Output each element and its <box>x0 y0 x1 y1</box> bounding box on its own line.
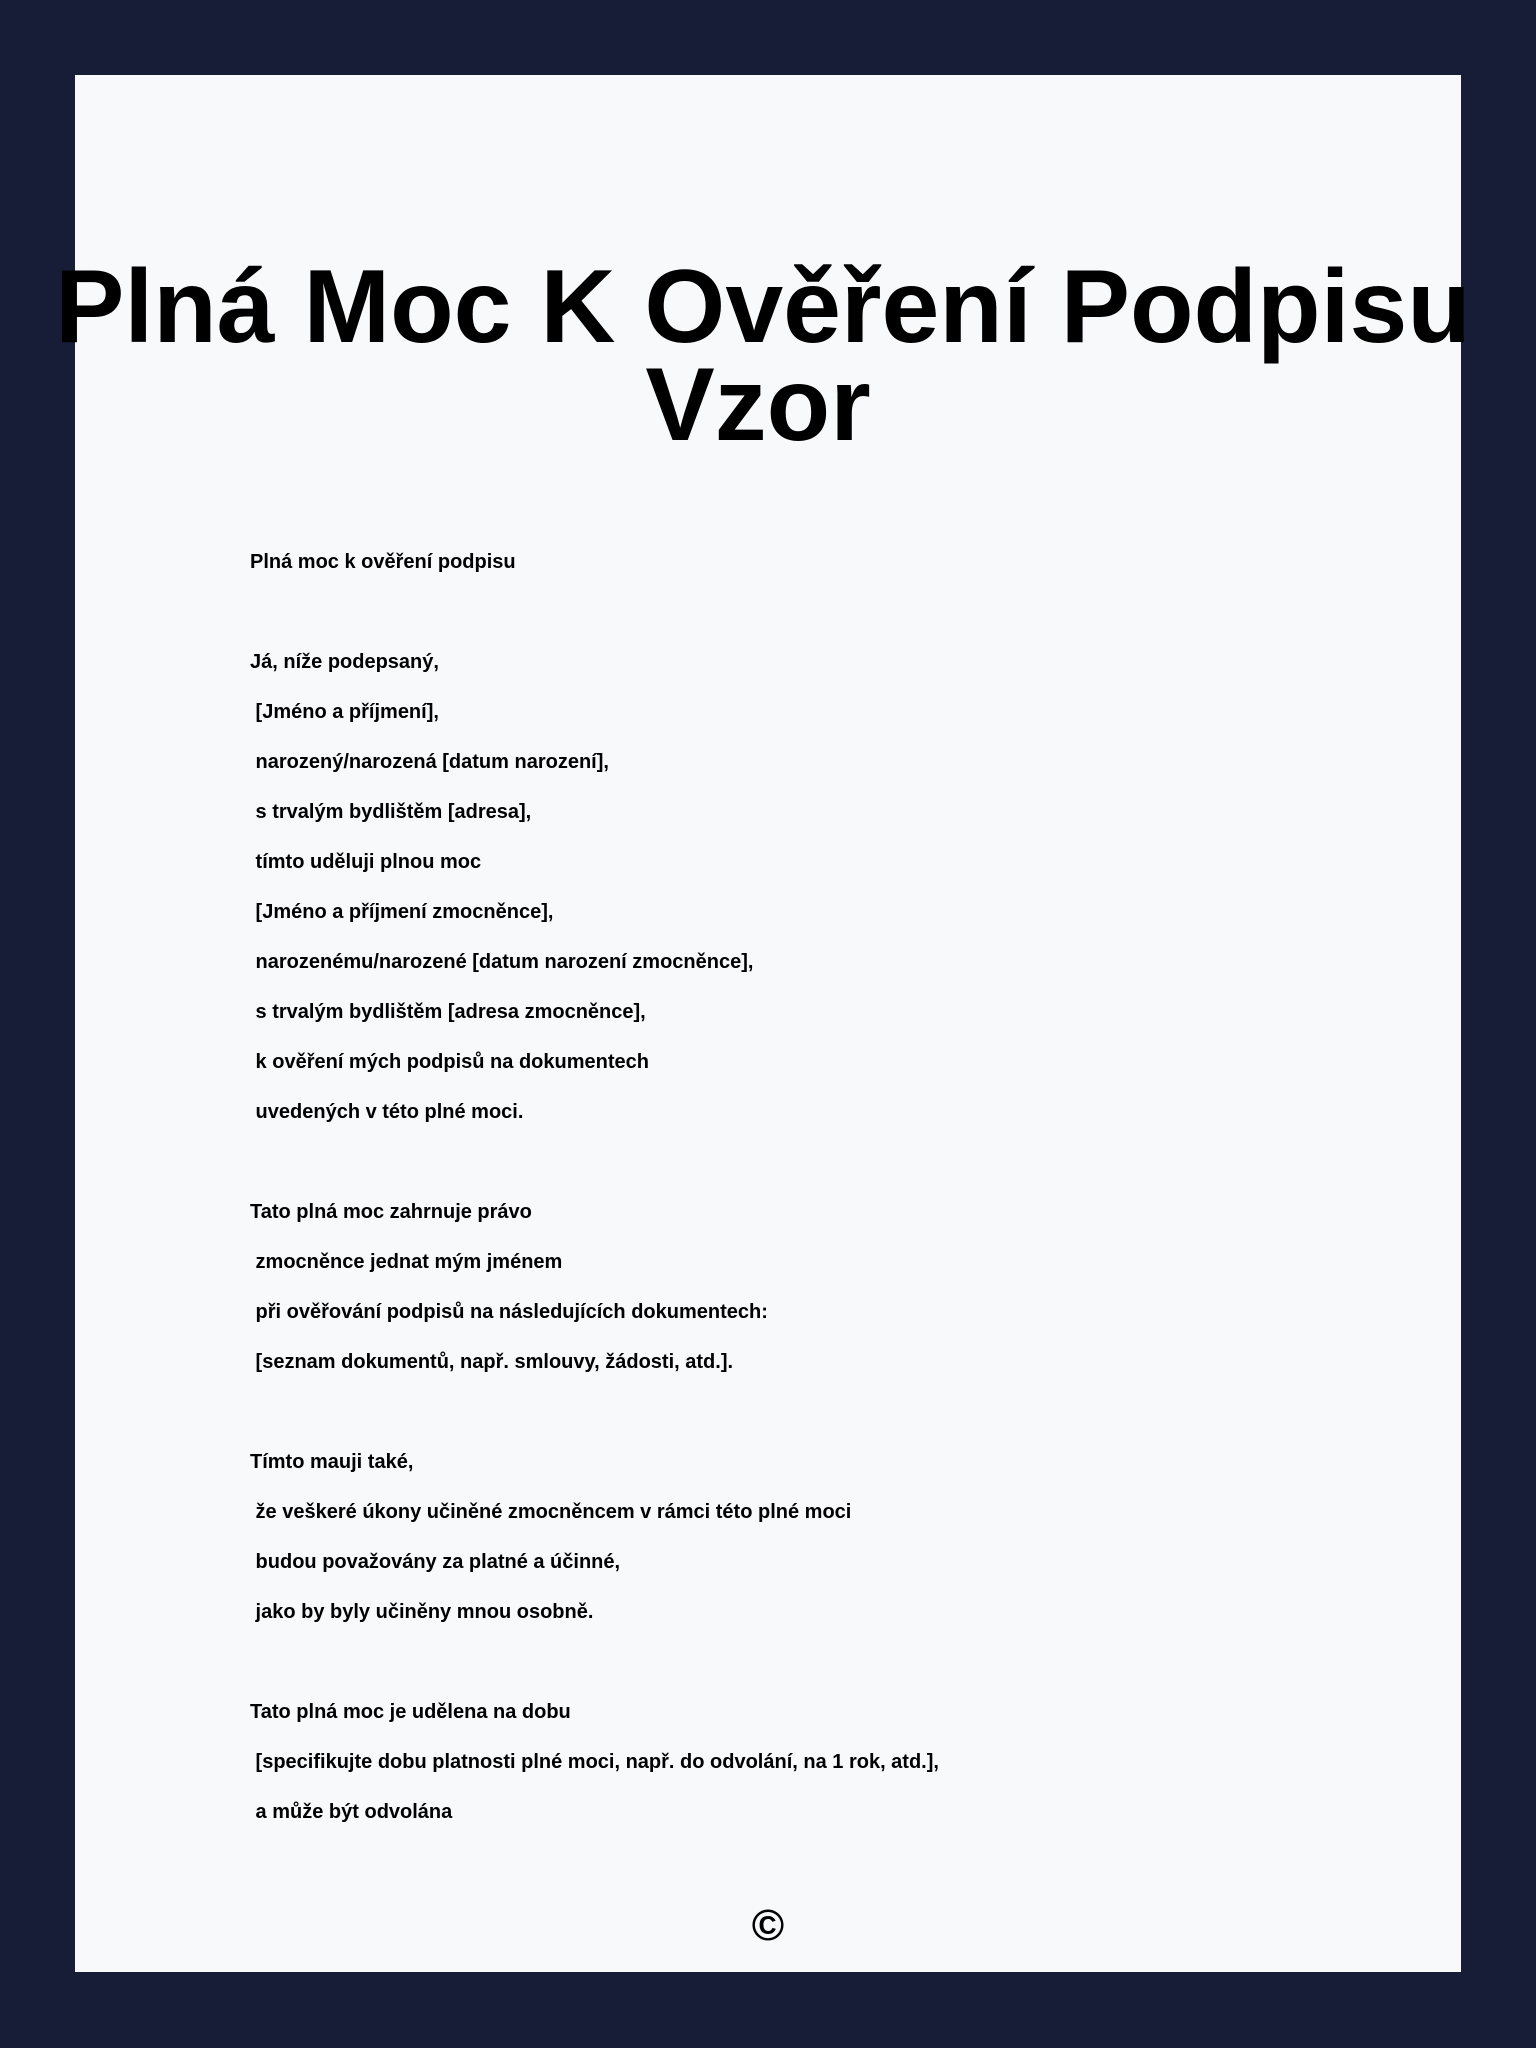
text-line: [Jméno a příjmení zmocněnce], <box>250 901 554 923</box>
text-line: Já, níže podepsaný, <box>250 651 439 673</box>
text-line: jako by byly učiněny mnou osobně. <box>250 1601 594 1623</box>
text-line: [specifikujte dobu platnosti plné moci, např. do odvolání, na 1 rok, atd.], <box>250 1751 939 1773</box>
document-body <box>250 537 939 1837</box>
text-line: budou považovány za platné a účinné, <box>250 1551 621 1573</box>
page-title <box>55 249 1471 463</box>
text-line: že veškeré úkony učiněné zmocněncem v rámci této plné moci <box>250 1501 852 1523</box>
title-line-1: Plná Moc K Ověření Podpisu <box>55 249 1471 365</box>
title-line-2: Vzor <box>645 347 871 463</box>
text-line: [Jméno a příjmení], <box>250 701 439 723</box>
blank-line <box>250 1137 939 1187</box>
text-line: s trvalým bydlištěm [adresa], <box>250 801 532 823</box>
text-line: narozený/narozená [datum narození], <box>250 751 609 773</box>
text-line: Tímto mauji také, <box>250 1451 414 1473</box>
text-line: k ověření mých podpisů na dokumentech <box>250 1051 649 1073</box>
text-line: s trvalým bydlištěm [adresa zmocněnce], <box>250 1001 646 1023</box>
copyright-symbol: © <box>751 1901 785 1950</box>
text-line: tímto uděluji plnou moc <box>250 851 482 873</box>
blank-line <box>250 1637 939 1687</box>
text-line: Plná moc k ověření podpisu <box>250 551 516 573</box>
text-line: a může být odvolána <box>250 1801 453 1823</box>
text-line: [seznam dokumentů, např. smlouvy, žádosti, atd.]. <box>250 1351 734 1373</box>
blank-line <box>250 587 939 637</box>
text-line: zmocněnce jednat mým jménem <box>250 1251 563 1273</box>
text-line: při ověřování podpisů na následujících dokumentech: <box>250 1301 768 1323</box>
text-line: narozenému/narozené [datum narození zmocněnce], <box>250 951 754 973</box>
blank-line <box>250 1387 939 1437</box>
text-line: Tato plná moc zahrnuje právo <box>250 1201 532 1223</box>
text-line: uvedených v této plné moci. <box>250 1101 524 1123</box>
document-page <box>55 75 1471 1972</box>
text-line: Tato plná moc je udělena na dobu <box>250 1701 571 1723</box>
